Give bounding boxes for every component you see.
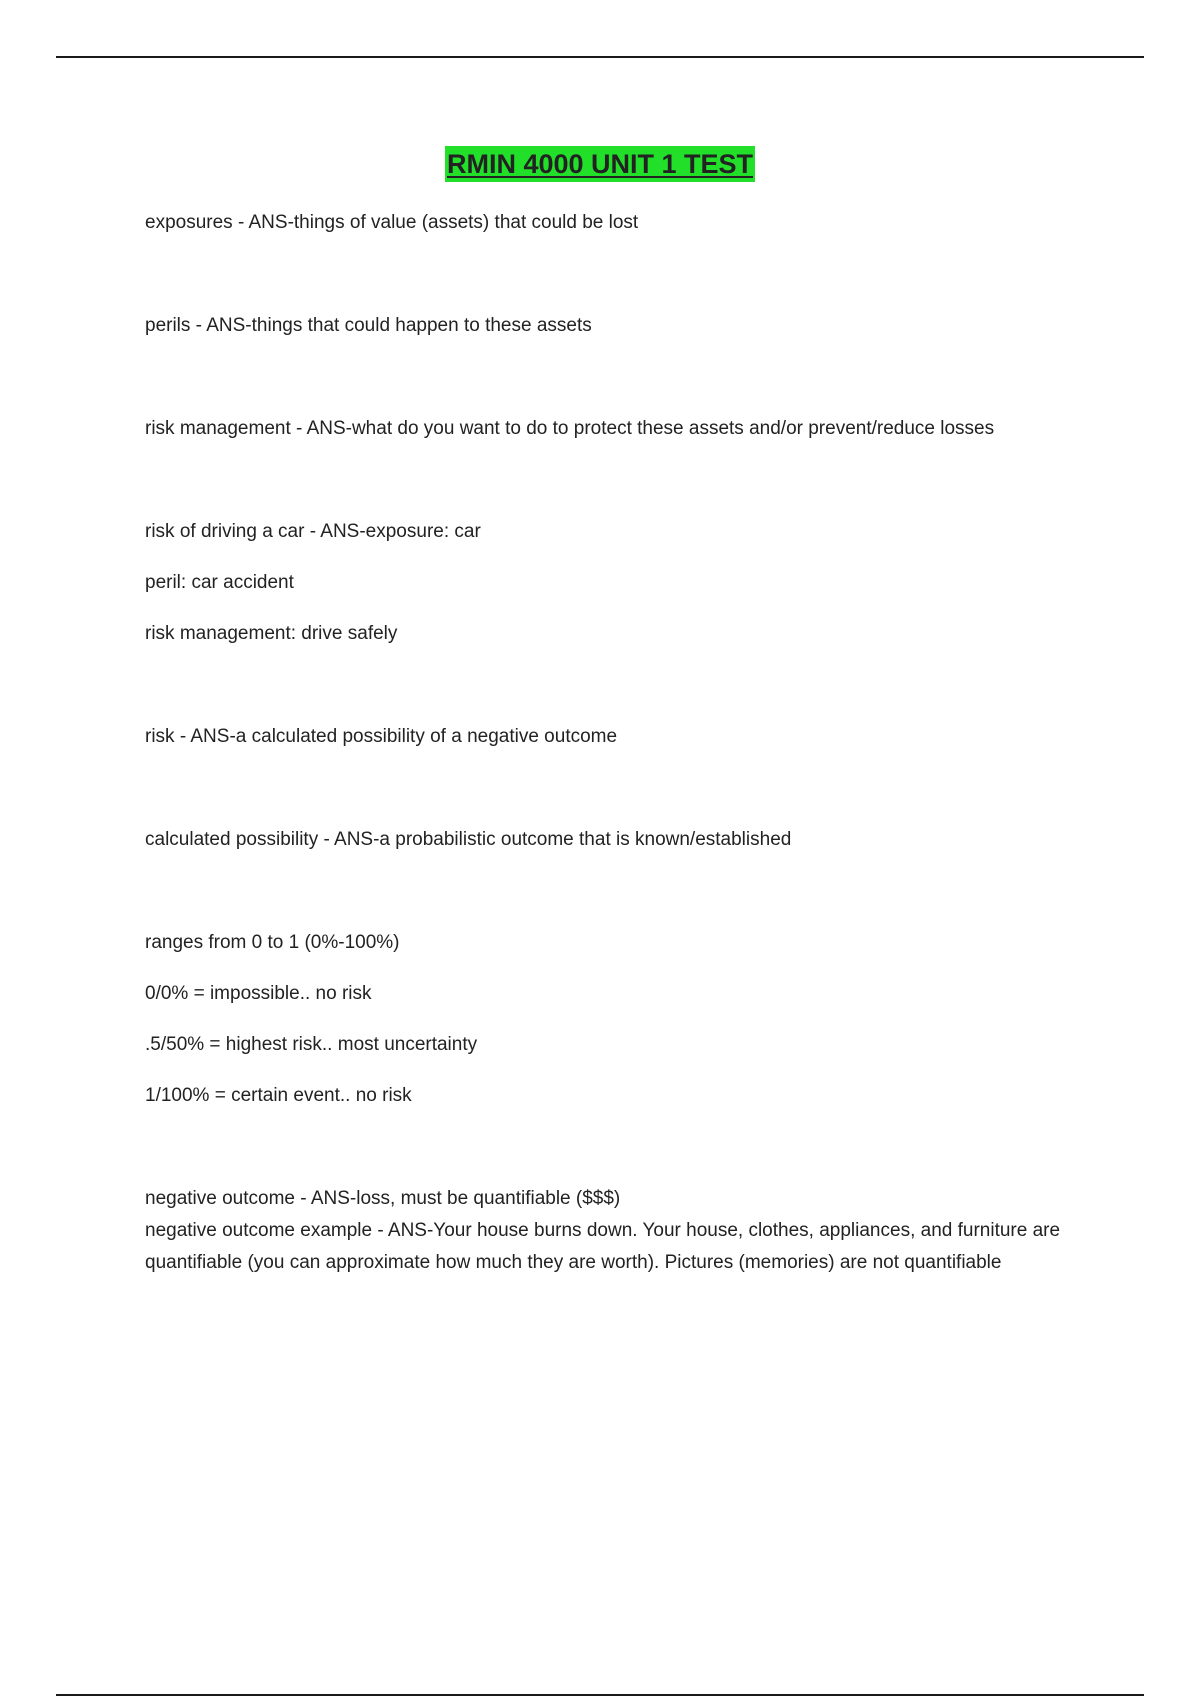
entry-exposures: exposures - ANS-things of value (assets) that could be lost bbox=[145, 212, 639, 233]
entry-negative-outcome: negative outcome - ANS-loss, must be quantifiable ($$$) bbox=[145, 1188, 621, 1209]
entry-perils: perils - ANS-things that could happen to these assets bbox=[145, 315, 592, 336]
entry-highest-risk: .5/50% = highest risk.. most uncertainty bbox=[145, 1034, 478, 1055]
document-body bbox=[145, 207, 1095, 1279]
entry-drive-safely: risk management: drive safely bbox=[145, 623, 398, 644]
document-title: RMIN 4000 UNIT 1 TEST bbox=[445, 146, 755, 182]
entry-calculated-possibility: calculated possibility - ANS-a probabilistic outcome that is known/established bbox=[145, 829, 792, 850]
header-rule bbox=[56, 56, 1144, 58]
footer-rule bbox=[56, 1694, 1144, 1696]
entry-impossible: 0/0% = impossible.. no risk bbox=[145, 983, 372, 1004]
entry-negative-outcome-example: negative outcome example - ANS-Your house burns down. Your house, clothes, appliances, and furniture are quantifiable (you can approximate how much they are worth). Pictures (memories) are not quantifiable bbox=[145, 1220, 1061, 1273]
entry-risk-of-driving: risk of driving a car - ANS-exposure: car bbox=[145, 521, 481, 542]
entry-ranges: ranges from 0 to 1 (0%-100%) bbox=[145, 932, 400, 953]
title-container bbox=[0, 146, 1200, 182]
entry-risk: risk - ANS-a calculated possibility of a negative outcome bbox=[145, 726, 618, 747]
entry-certain-event: 1/100% = certain event.. no risk bbox=[145, 1085, 412, 1106]
entry-risk-management: risk management - ANS-what do you want to do to protect these assets and/or prevent/reduce losses bbox=[145, 418, 995, 439]
entry-peril-car-accident: peril: car accident bbox=[145, 572, 294, 593]
